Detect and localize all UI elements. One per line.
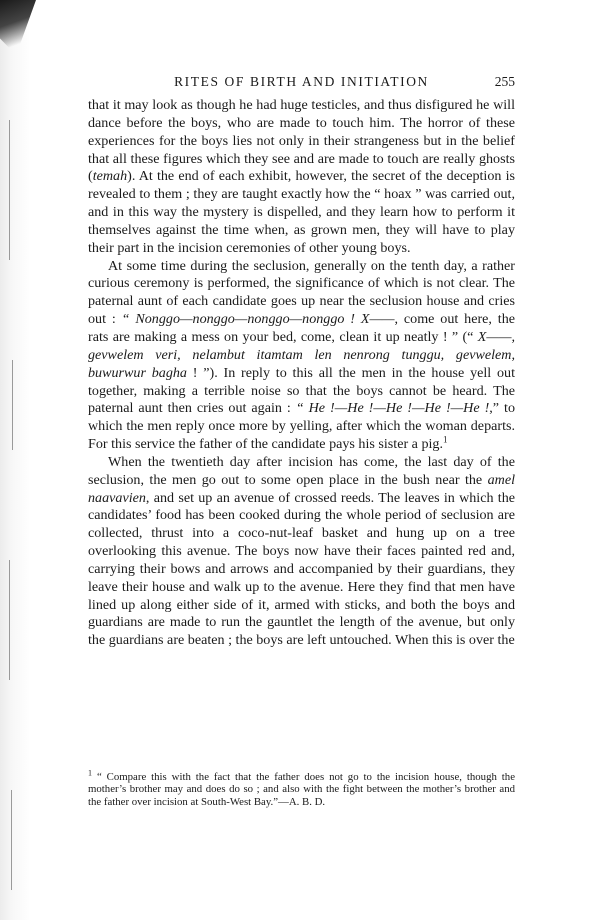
text-run: , come out here, the rats are making a mess on your bed, come, clean it up neatly ! ” (“ (88, 311, 515, 345)
page-edge-line (11, 790, 12, 890)
footnote-text: “ Compare this with the fact that the father does not go to the incision house, though the mother’s brother may and does do so ; and also with the fight between the mother’s brother and the father over incision at South-West Bay.”—A. B. D. (88, 771, 515, 808)
italic-text: “ Nonggo—nonggo—nonggo—nonggo ! X—— (121, 311, 395, 328)
body-text (88, 97, 515, 650)
page-number: 255 (494, 74, 515, 89)
text-run: , and set up an avenue of crossed reeds. The leaves in which the candidates’ food has been cooked during the whole period of seclusion are collected, thrust into a coco-nut-leaf basket and hung up on a tree overlooking this avenue. The boys now have their faces painted red and, carrying their bows and arrows and accompanied by their guardians, they leave their house and walk up to the avenue. Here they find that men have lined up along either side of it, armed with sticks, and both the boys and guardians are made to run the gauntlet the length of the avenue, but only the guardians are beaten ; the boys are left untouched. When this is over the (88, 489, 515, 649)
italic-text: “ He !—He !—He !—He !—He ! (295, 400, 490, 417)
text-run: ! ”). In reply to this all the men in the house yell out together, making a terrible noise so that the boys cannot be heard. The paternal aunt then cries out again : (88, 364, 515, 417)
page-edge-line (12, 360, 13, 450)
text-run: that it may look as though he had huge testicles, and thus disfigured he will dance before the boys, who are made to touch him. The horror of these experiences for the boys lies not only in their strangeness but in the belief that all these figures which they see and are made to touch are really ghosts ( (88, 97, 515, 185)
footnote-label: 1 (88, 768, 92, 778)
italic-text: temah (92, 168, 128, 185)
page-edge-line (9, 120, 10, 260)
footnote-reference: 1 (442, 434, 448, 445)
italic-text: amel naavavien (88, 471, 515, 506)
text-run: At some time during the seclusion, generally on the tenth day, a rather curious ceremony is performed, the significance of which is not clear. The paternal aunt of each candidate goes up near the seclusion house and cries out : (88, 257, 515, 328)
italic-text: X——, gevwelem veri, nelambut itamtam len nenrong tunggu, gevwelem, buwurwur bagha (88, 328, 515, 381)
paragraph (88, 454, 515, 650)
paragraph (88, 258, 515, 454)
page-header (88, 74, 515, 94)
text-run: When the twentieth day after incision has come, the last day of the seclusion, the men go out to some open place in the bush near the (88, 453, 515, 488)
running-title: RITES OF BIRTH AND INITIATION (174, 74, 429, 89)
text-run: ). At the end of each exhibit, however, the secret of the deception is revealed to them ; they are taught exactly how the “ hoax ” was carried out, and in this way the mystery is dispelled, and they learn how to perform it themselves against the time when, as grown men, they will have to play their part in the incision ceremonies of other young boys. (88, 168, 515, 256)
page-edge-line (9, 560, 10, 680)
page-edge (0, 0, 30, 920)
text-run: ,” to which the men reply once more by yelling, after which the woman departs. For this service the father of the candidate pays his sister a pig. (88, 400, 515, 453)
footnote (88, 768, 515, 808)
paragraph (88, 97, 515, 258)
